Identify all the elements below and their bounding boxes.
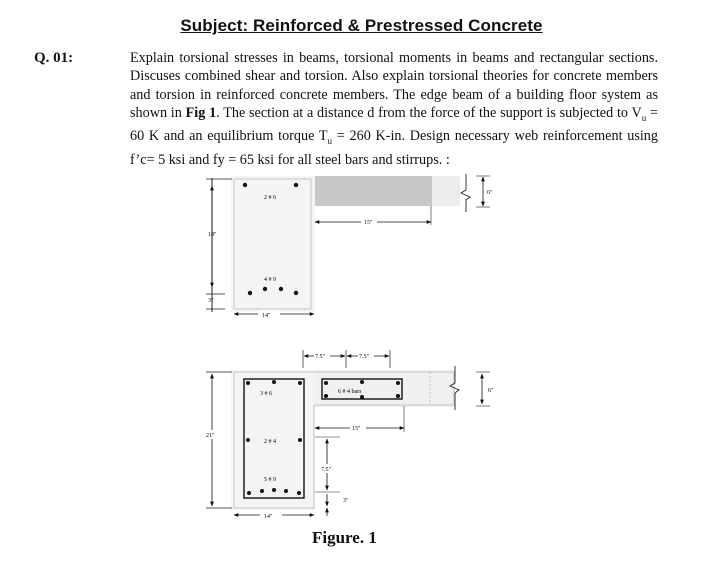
top-slab-label: 6" [487,190,493,196]
bottom-bars-mid-label: 2 # 4 [264,439,276,445]
bottom-bar-top-2 [272,380,276,384]
bottom-bars-top-label: 3 # 6 [260,391,272,397]
bottom-bar-slab-5 [360,395,364,399]
bottom-dim-b-label: 7.5" [359,354,369,360]
bottom-height-label: 21" [206,433,215,439]
bottom-bar-bot-1 [247,491,251,495]
top-bar-bot-4 [294,291,298,295]
bottom-bar-top-1 [246,381,250,385]
bottom-dim-a-label: 7.5" [315,354,325,360]
bottom-bars-slab-label: 6 # 4 bars [338,389,362,395]
bottom-bar-bot-3 [272,488,276,492]
bottom-slab-label: 6" [488,388,494,394]
question-text-part2: . The section at a distance d from the force of the support is subjected to V [216,105,642,122]
bottom-bar-slab-1 [324,381,328,385]
bottom-bar-mid-right [298,438,302,442]
top-bars-top-label: 2 # 6 [264,195,276,201]
question-text-part4: = 260 K-in. Design necessary web reinforcement using f’c= 5 ksi and fy = 65 ksi for all steel bars and stirrups. : [130,128,658,168]
bottom-bar-mid-left [246,438,250,442]
bottom-bar-slab-6 [396,394,400,398]
subscript-u-shear: u [641,113,647,124]
bottom-bar-bot-4 [284,489,288,493]
question-number: Q. 01: [34,50,74,66]
bottom-bar-slab-2 [360,380,364,384]
bottom-slab-shading [315,370,455,407]
top-height-label: 18" [208,232,217,238]
bottom-bar-bot-2 [260,489,264,493]
bottom-bars-bottom-label: 5 # 9 [264,477,276,483]
top-bar-top-left [243,183,247,187]
bottom-drop-label: 7.5" [321,467,331,473]
bottom-cover-label: 3" [343,498,349,504]
top-slab-hatch [315,176,432,206]
top-bar-top-right [294,183,298,187]
bottom-bar-slab-3 [396,381,400,385]
top-bar-bot-2 [263,287,267,291]
top-cover-label: 3" [208,298,214,304]
top-section [206,174,493,319]
bottom-flange-label: 15" [352,426,361,432]
subscript-u-torque: u [327,136,333,147]
top-slab-right [432,176,460,206]
top-bars-bottom-label: 4 # 9 [264,277,276,283]
top-width-label: 14" [262,313,271,319]
bottom-bar-top-3 [298,381,302,385]
bottom-width-label: 14" [264,514,273,520]
subject-heading: Subject: Reinforced & Prestressed Concrete [180,16,543,35]
bottom-bar-slab-4 [324,394,328,398]
top-flange-label: 15" [364,220,373,226]
figure-caption: Figure. 1 [312,528,377,547]
figure-reference: Fig 1 [185,105,217,122]
top-bar-bot-1 [248,291,252,295]
question-text-part1: Explain torsional stresses in beams, torsional moments in beams and rectangular sections. Discuses combined shear and torsion. Also explain torsional theories for concrete members and torsion in reinforced concrete members. The edge beam of a building floor system as shown in [130,50,658,122]
top-bar-bot-3 [279,287,283,291]
question-text-part3: = 60 K and an equilibrium torque T [130,105,658,145]
bottom-bar-bot-5 [297,491,301,495]
bottom-section [205,350,494,520]
top-break-line [461,174,470,212]
